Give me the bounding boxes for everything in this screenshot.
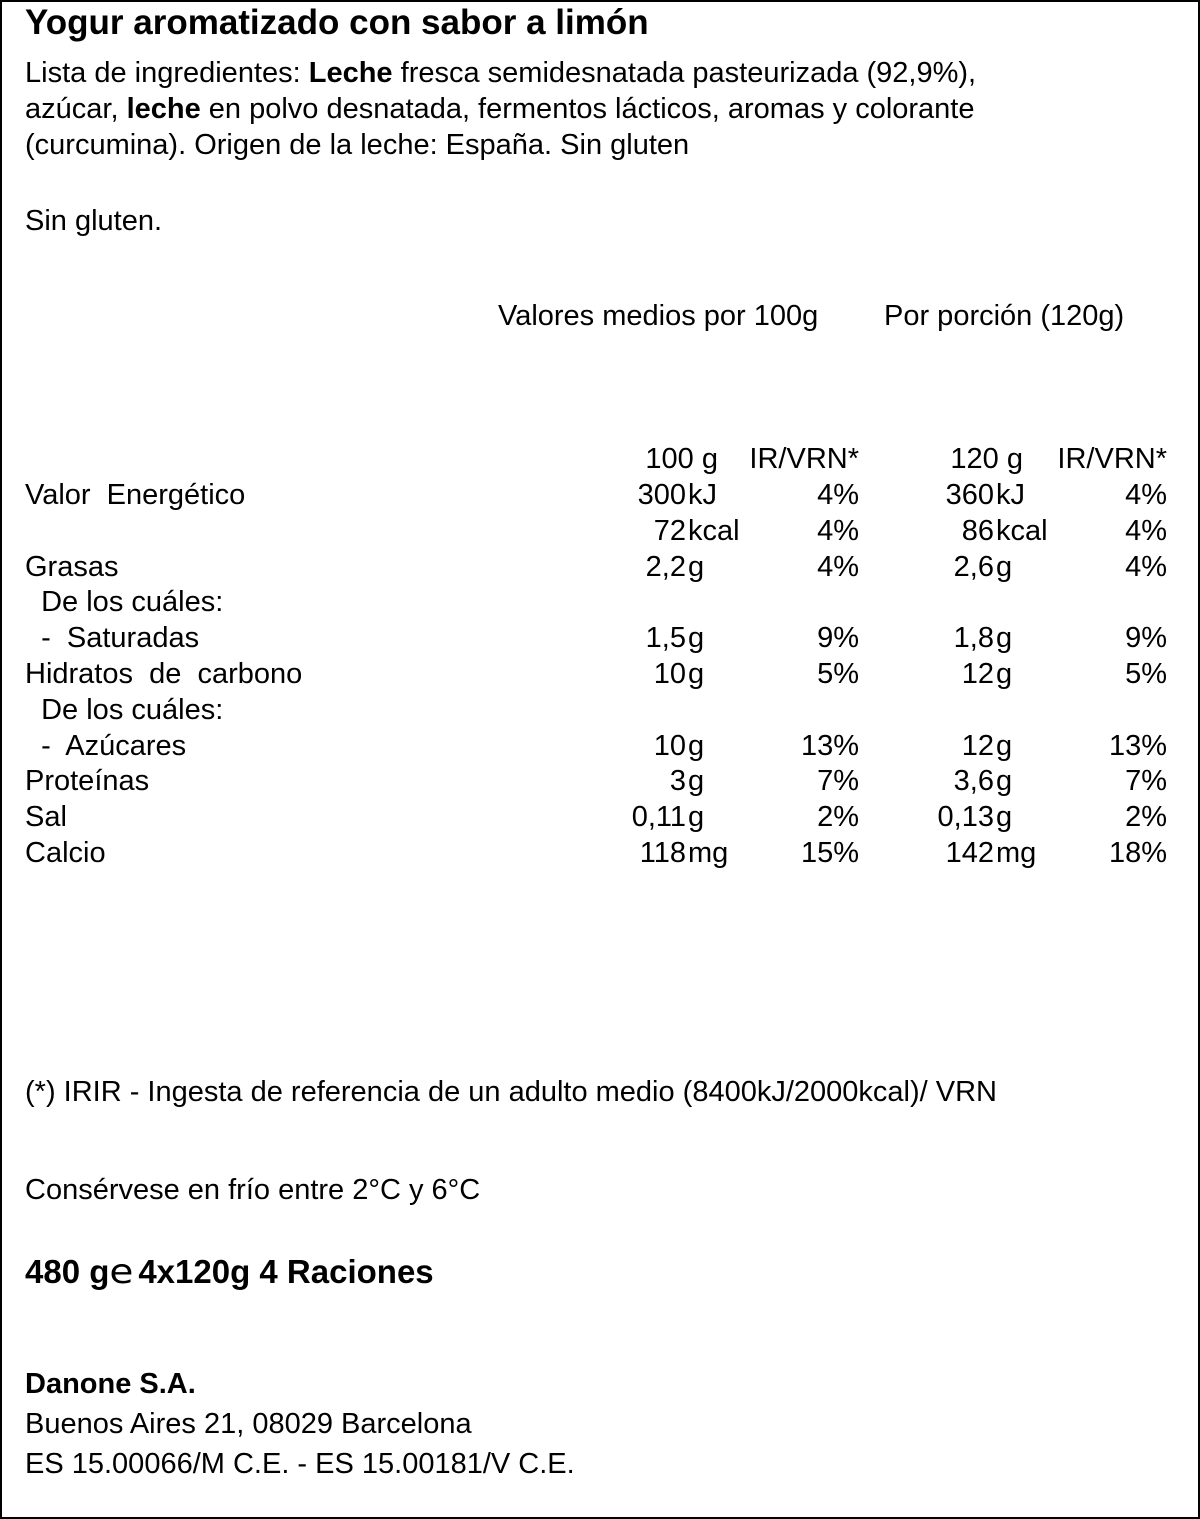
value-100g: 10: [653, 730, 686, 762]
value-100g: 1,5: [645, 622, 686, 654]
company-address: Buenos Aires 21, 08029 Barcelona: [25, 1408, 472, 1440]
row-label: Calcio: [25, 837, 106, 869]
ir-120g: 18%: [1108, 837, 1167, 869]
value-120g: 12: [961, 658, 994, 690]
net-weight-value: 480 g: [25, 1253, 110, 1290]
ir-100g: 4%: [817, 551, 859, 583]
row-label: Hidratos de carbono: [25, 658, 303, 690]
table-row: [0, 513, 1200, 549]
estimate-mark-icon: e: [109, 1252, 134, 1292]
value-100g: 118: [639, 837, 686, 869]
company-name: Danone S.A.: [25, 1368, 196, 1400]
product-title: Yogur aromatizado con sabor a limón: [25, 3, 649, 42]
ir-120g: 4%: [1125, 479, 1167, 511]
ingredients-text: [25, 55, 1175, 163]
col-quantity-100g: 100 g: [645, 443, 718, 475]
header-per-portion: Por porción (120g): [884, 300, 1125, 332]
value-100g: 10: [653, 658, 686, 690]
ir-120g: 4%: [1125, 551, 1167, 583]
unit-100g: g: [688, 658, 705, 690]
value-120g: 86: [961, 515, 994, 547]
unit-120g: g: [996, 658, 1013, 690]
unit-100g: kJ: [688, 479, 717, 511]
value-100g: 0,11: [631, 801, 686, 833]
ir-120g: 2%: [1125, 801, 1167, 833]
row-label: De los cuáles:: [25, 586, 224, 618]
unit-120g: g: [996, 622, 1013, 654]
net-weight: [25, 1252, 434, 1292]
row-label: De los cuáles:: [25, 694, 224, 726]
unit-100g: g: [688, 551, 705, 583]
value-100g: 2,2: [645, 551, 686, 583]
unit-120g: g: [996, 551, 1013, 583]
table-row: [0, 692, 1200, 728]
table-row: [0, 620, 1200, 656]
value-120g: 0,13: [937, 801, 994, 833]
unit-100g: kcal: [688, 515, 740, 547]
ir-100g: 7%: [817, 765, 859, 797]
ingredients-part1: fresca semidesnatada pasteurizada (92,9%),: [392, 57, 977, 89]
ir-120g: 13%: [1108, 730, 1167, 762]
unit-120g: g: [996, 765, 1013, 797]
row-label: Proteínas: [25, 765, 150, 797]
unit-120g: kcal: [996, 515, 1048, 547]
company-registry: ES 15.00066/M C.E. - ES 15.00181/V C.E.: [25, 1448, 575, 1480]
ir-120g: 5%: [1125, 658, 1167, 690]
row-label: Valor Energético: [25, 479, 246, 511]
table-row: [0, 656, 1200, 692]
col-ir-100g: IR/VRN*: [749, 443, 859, 475]
header-per-100g: Valores medios por 100g: [498, 300, 819, 332]
unit-100g: g: [688, 801, 705, 833]
value-120g: 12: [961, 730, 994, 762]
row-label: - Saturadas: [25, 622, 200, 654]
unit-100g: g: [688, 622, 705, 654]
pack-description: 4x120g 4 Raciones: [138, 1253, 434, 1290]
ingredients-part4: (curcumina). Origen de la leche: España. Sin gluten: [25, 129, 690, 161]
ir-120g: 9%: [1125, 622, 1167, 654]
ir-100g: 13%: [800, 730, 859, 762]
ir-100g: 9%: [817, 622, 859, 654]
gluten-note: Sin gluten.: [25, 205, 163, 237]
value-120g: 2,6: [953, 551, 994, 583]
value-100g: 72: [653, 515, 686, 547]
ir-120g: 7%: [1125, 765, 1167, 797]
storage-instructions: Consérvese en frío entre 2°C y 6°C: [25, 1174, 481, 1206]
footnote: (*) IRIR - Ingesta de referencia de un adulto medio (8400kJ/2000kcal)/ VRN: [25, 1076, 997, 1108]
unit-120g: kJ: [996, 479, 1025, 511]
ir-100g: 2%: [817, 801, 859, 833]
ingredients-part3: en polvo desnatada, fermentos lácticos, aromas y colorante: [200, 93, 975, 125]
value-100g: 3: [669, 765, 686, 797]
unit-100g: g: [688, 765, 705, 797]
value-120g: 360: [945, 479, 994, 511]
table-row: [0, 549, 1200, 585]
value-100g: 300: [637, 479, 686, 511]
value-120g: 3,6: [953, 765, 994, 797]
unit-100g: g: [688, 730, 705, 762]
ingredient-leche: Leche: [308, 57, 393, 89]
nutrition-column-headers: [0, 441, 1200, 477]
value-120g: 1,8: [953, 622, 994, 654]
ir-100g: 4%: [817, 515, 859, 547]
ingredients-part2: azúcar,: [25, 93, 127, 125]
value-120g: 142: [945, 837, 994, 869]
row-label: Sal: [25, 801, 67, 833]
ingredient-leche-2: leche: [126, 93, 201, 125]
table-row: [0, 584, 1200, 620]
col-quantity-120g: 120 g: [950, 443, 1023, 475]
table-row: [0, 728, 1200, 764]
row-label: - Azúcares: [25, 730, 187, 762]
ir-100g: 4%: [817, 479, 859, 511]
ir-100g: 5%: [817, 658, 859, 690]
table-row: [0, 477, 1200, 513]
ingredients-label: Lista de ingredientes:: [25, 57, 309, 89]
col-ir-120g: IR/VRN*: [1057, 443, 1167, 475]
row-label: Grasas: [25, 551, 119, 583]
ir-100g: 15%: [800, 837, 859, 869]
unit-120g: mg: [996, 837, 1037, 869]
table-row: [0, 763, 1200, 799]
unit-120g: g: [996, 730, 1013, 762]
unit-100g: mg: [688, 837, 729, 869]
table-row: [0, 799, 1200, 835]
table-row: [0, 835, 1200, 871]
unit-120g: g: [996, 801, 1013, 833]
ir-120g: 4%: [1125, 515, 1167, 547]
